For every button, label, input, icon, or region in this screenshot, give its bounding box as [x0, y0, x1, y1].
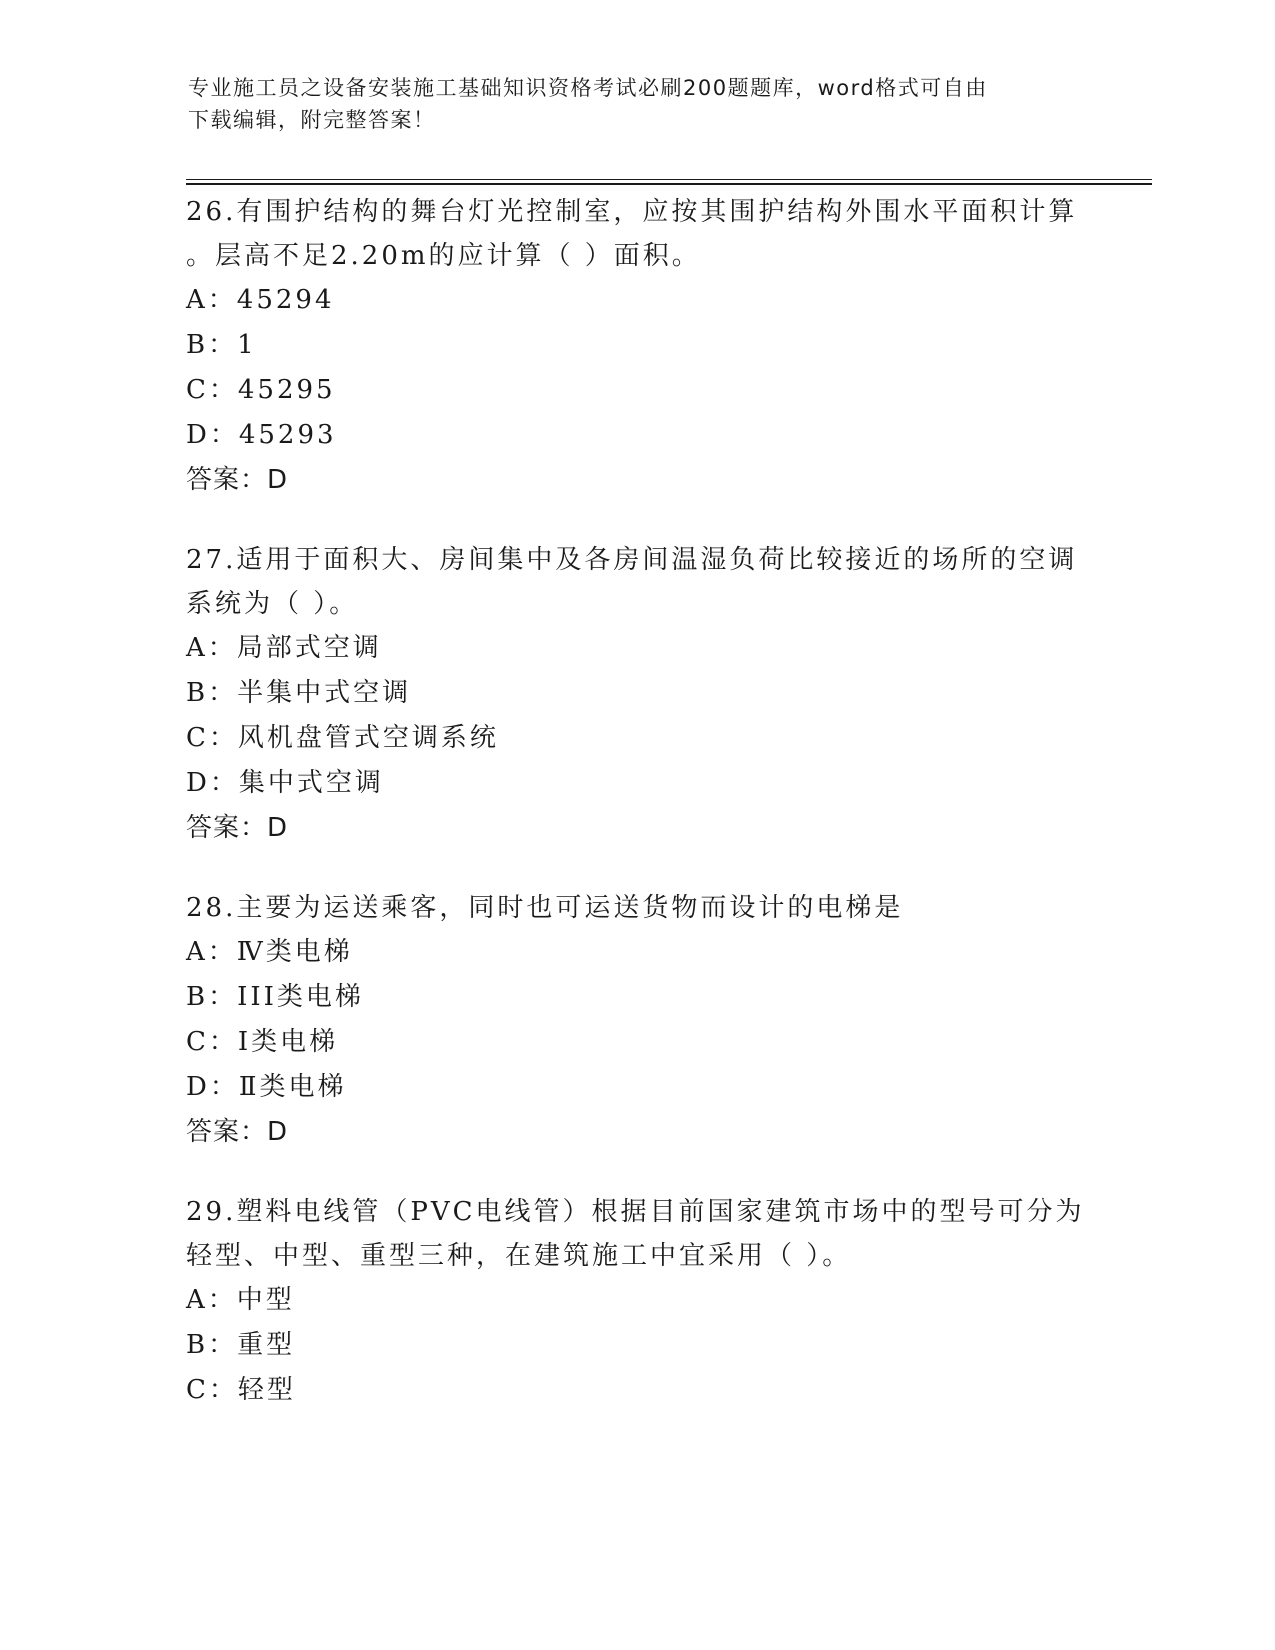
question-29 [186, 1190, 1086, 1413]
answer-line: 答案：D [186, 465, 289, 495]
question-stem [186, 190, 1086, 278]
question-stem-line: 。层高不足2.20m的应计算（ ）面积。 [186, 241, 701, 271]
answer-line: 答案：D [186, 813, 289, 843]
option-a: A：45294 [186, 285, 335, 315]
question-list [186, 190, 1086, 1448]
question-stem [186, 1190, 1086, 1278]
option-b: B：1 [186, 330, 257, 360]
option-a: A：中型 [186, 1285, 295, 1315]
question-stem-line: 轻型、中型、重型三种，在建筑施工中宜采用（ ）。 [186, 1241, 852, 1271]
question-stem [186, 886, 1086, 930]
document-header [188, 72, 1088, 136]
question-stem-line: 系统为（ ）。 [186, 589, 359, 619]
question-stem-line: 28.主要为运送乘客，同时也可运送货物而设计的电梯是 [186, 893, 904, 923]
answer-line: 答案：D [186, 1117, 289, 1147]
option-c: C：45295 [186, 375, 336, 405]
question-stem-line: 26.有围护结构的舞台灯光控制室，应按其围护结构外围水平面积计算 [186, 197, 1078, 227]
option-c: C：Ⅰ类电梯 [186, 1027, 339, 1057]
header-divider-thick [186, 183, 1152, 185]
header-line-1: 专业施工员之设备安装施工基础知识资格考试必刷200题题库，word格式可自由 [188, 76, 988, 100]
header-line-2: 下载编辑，附完整答案！ [188, 108, 436, 132]
option-a: A：局部式空调 [186, 633, 382, 663]
header-divider-thin [186, 179, 1152, 180]
question-stem [186, 538, 1086, 626]
question-27 [186, 538, 1086, 851]
question-stem-line: 29.塑料电线管（PVC电线管）根据目前国家建筑市场中的型号可分为 [186, 1197, 1085, 1227]
option-a: A：Ⅳ类电梯 [186, 937, 353, 967]
question-stem-line: 27.适用于面积大、房间集中及各房间温湿负荷比较接近的场所的空调 [186, 545, 1078, 575]
option-c: C：轻型 [186, 1375, 296, 1405]
option-c: C：风机盘管式空调系统 [186, 723, 499, 753]
option-d: D：集中式空调 [186, 768, 384, 798]
option-b: B：重型 [186, 1330, 296, 1360]
question-28 [186, 886, 1086, 1155]
option-b: B：III类电梯 [186, 982, 364, 1012]
option-d: D：Ⅱ类电梯 [186, 1072, 347, 1102]
option-b: B：半集中式空调 [186, 678, 412, 708]
option-d: D：45293 [186, 420, 337, 450]
question-26 [186, 190, 1086, 503]
